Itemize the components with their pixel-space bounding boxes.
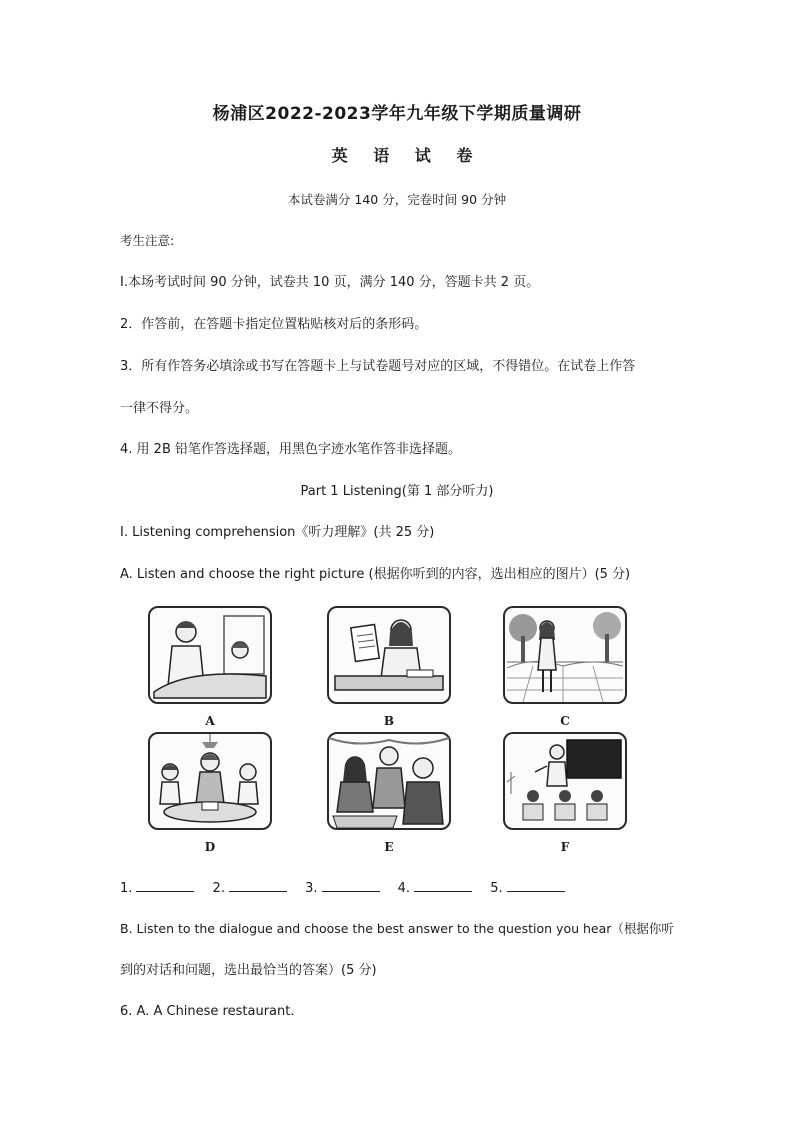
question-6-option-a: 6. A. A Chinese restaurant. [120,1004,295,1019]
restaurant-waiter-picture [327,732,451,830]
blank-number: 5. [490,881,503,896]
picture-b [327,606,451,730]
note-item-1: I.本场考试时间 90 分钟，试卷共 10 页，满分 140 分，答题卡共 2 页。 [120,275,540,290]
blank-number: 3. [305,881,318,896]
answer-blank-3[interactable] [305,881,379,896]
picture-e [327,732,451,856]
picture-f [503,732,627,856]
answer-blank-5[interactable] [490,881,564,896]
section-i-heading: I. Listening comprehension《听力理解》(共 25 分) [120,525,435,540]
picture-label: B [383,714,395,728]
blank-number: 2. [212,881,225,896]
note-item-4: 4. 用 2B 铅笔作答选择题，用黑色字迹水笔作答非选择题。 [120,442,461,457]
exam-title: 杨浦区2022-2023学年九年级下学期质量调研 [212,104,582,124]
note-item-3: 3．所有作答务必填涂或书写在答题卡上与试卷题号对应的区域，不得错位。在试卷上作答 [120,359,636,374]
girl-in-park-picture [503,606,627,704]
answer-blank-1[interactable] [120,881,194,896]
note-item-3-continued: 一律不得分。 [120,401,199,416]
classroom-teacher-picture [503,732,627,830]
picture-label: D [204,840,216,854]
part1-heading: Part 1 Listening(第 1 部分听力) [300,484,494,499]
picture-d [148,732,272,856]
picture-a [148,606,272,730]
section-a-heading: A. Listen and choose the right picture (根据你听到的内容，选出相应的图片）(5 分) [120,567,631,582]
picture-label: E [384,840,394,854]
doctor-patient-picture [148,606,272,704]
children-table-picture [148,732,272,830]
teacher-showing-paper-picture [327,606,451,704]
picture-c [503,606,627,730]
blank-number: 4. [397,881,411,896]
section-b-heading-continued: 到的对话和问题，选出最恰当的答案）(5 分) [120,963,377,978]
blank-number: 1. [120,881,133,896]
answer-blank-2[interactable] [213,881,287,896]
picture-label: C [560,714,570,728]
answer-blank-4[interactable] [398,881,472,896]
exam-subtitle: 英 语 试 卷 [331,146,483,165]
picture-label: A [205,714,215,728]
section-b-heading: B. Listen to the dialogue and choose the best answer to the question you hear（根据你听 [120,921,674,936]
answer-blanks [120,879,579,896]
picture-label: F [560,840,570,854]
note-item-2: 2．作答前，在答题卡指定位置粘贴核对后的条形码。 [120,317,428,332]
score-info: 本试卷满分 140 分，完卷时间 90 分钟 [287,192,507,207]
notes-heading: 考生注意: [120,233,175,248]
